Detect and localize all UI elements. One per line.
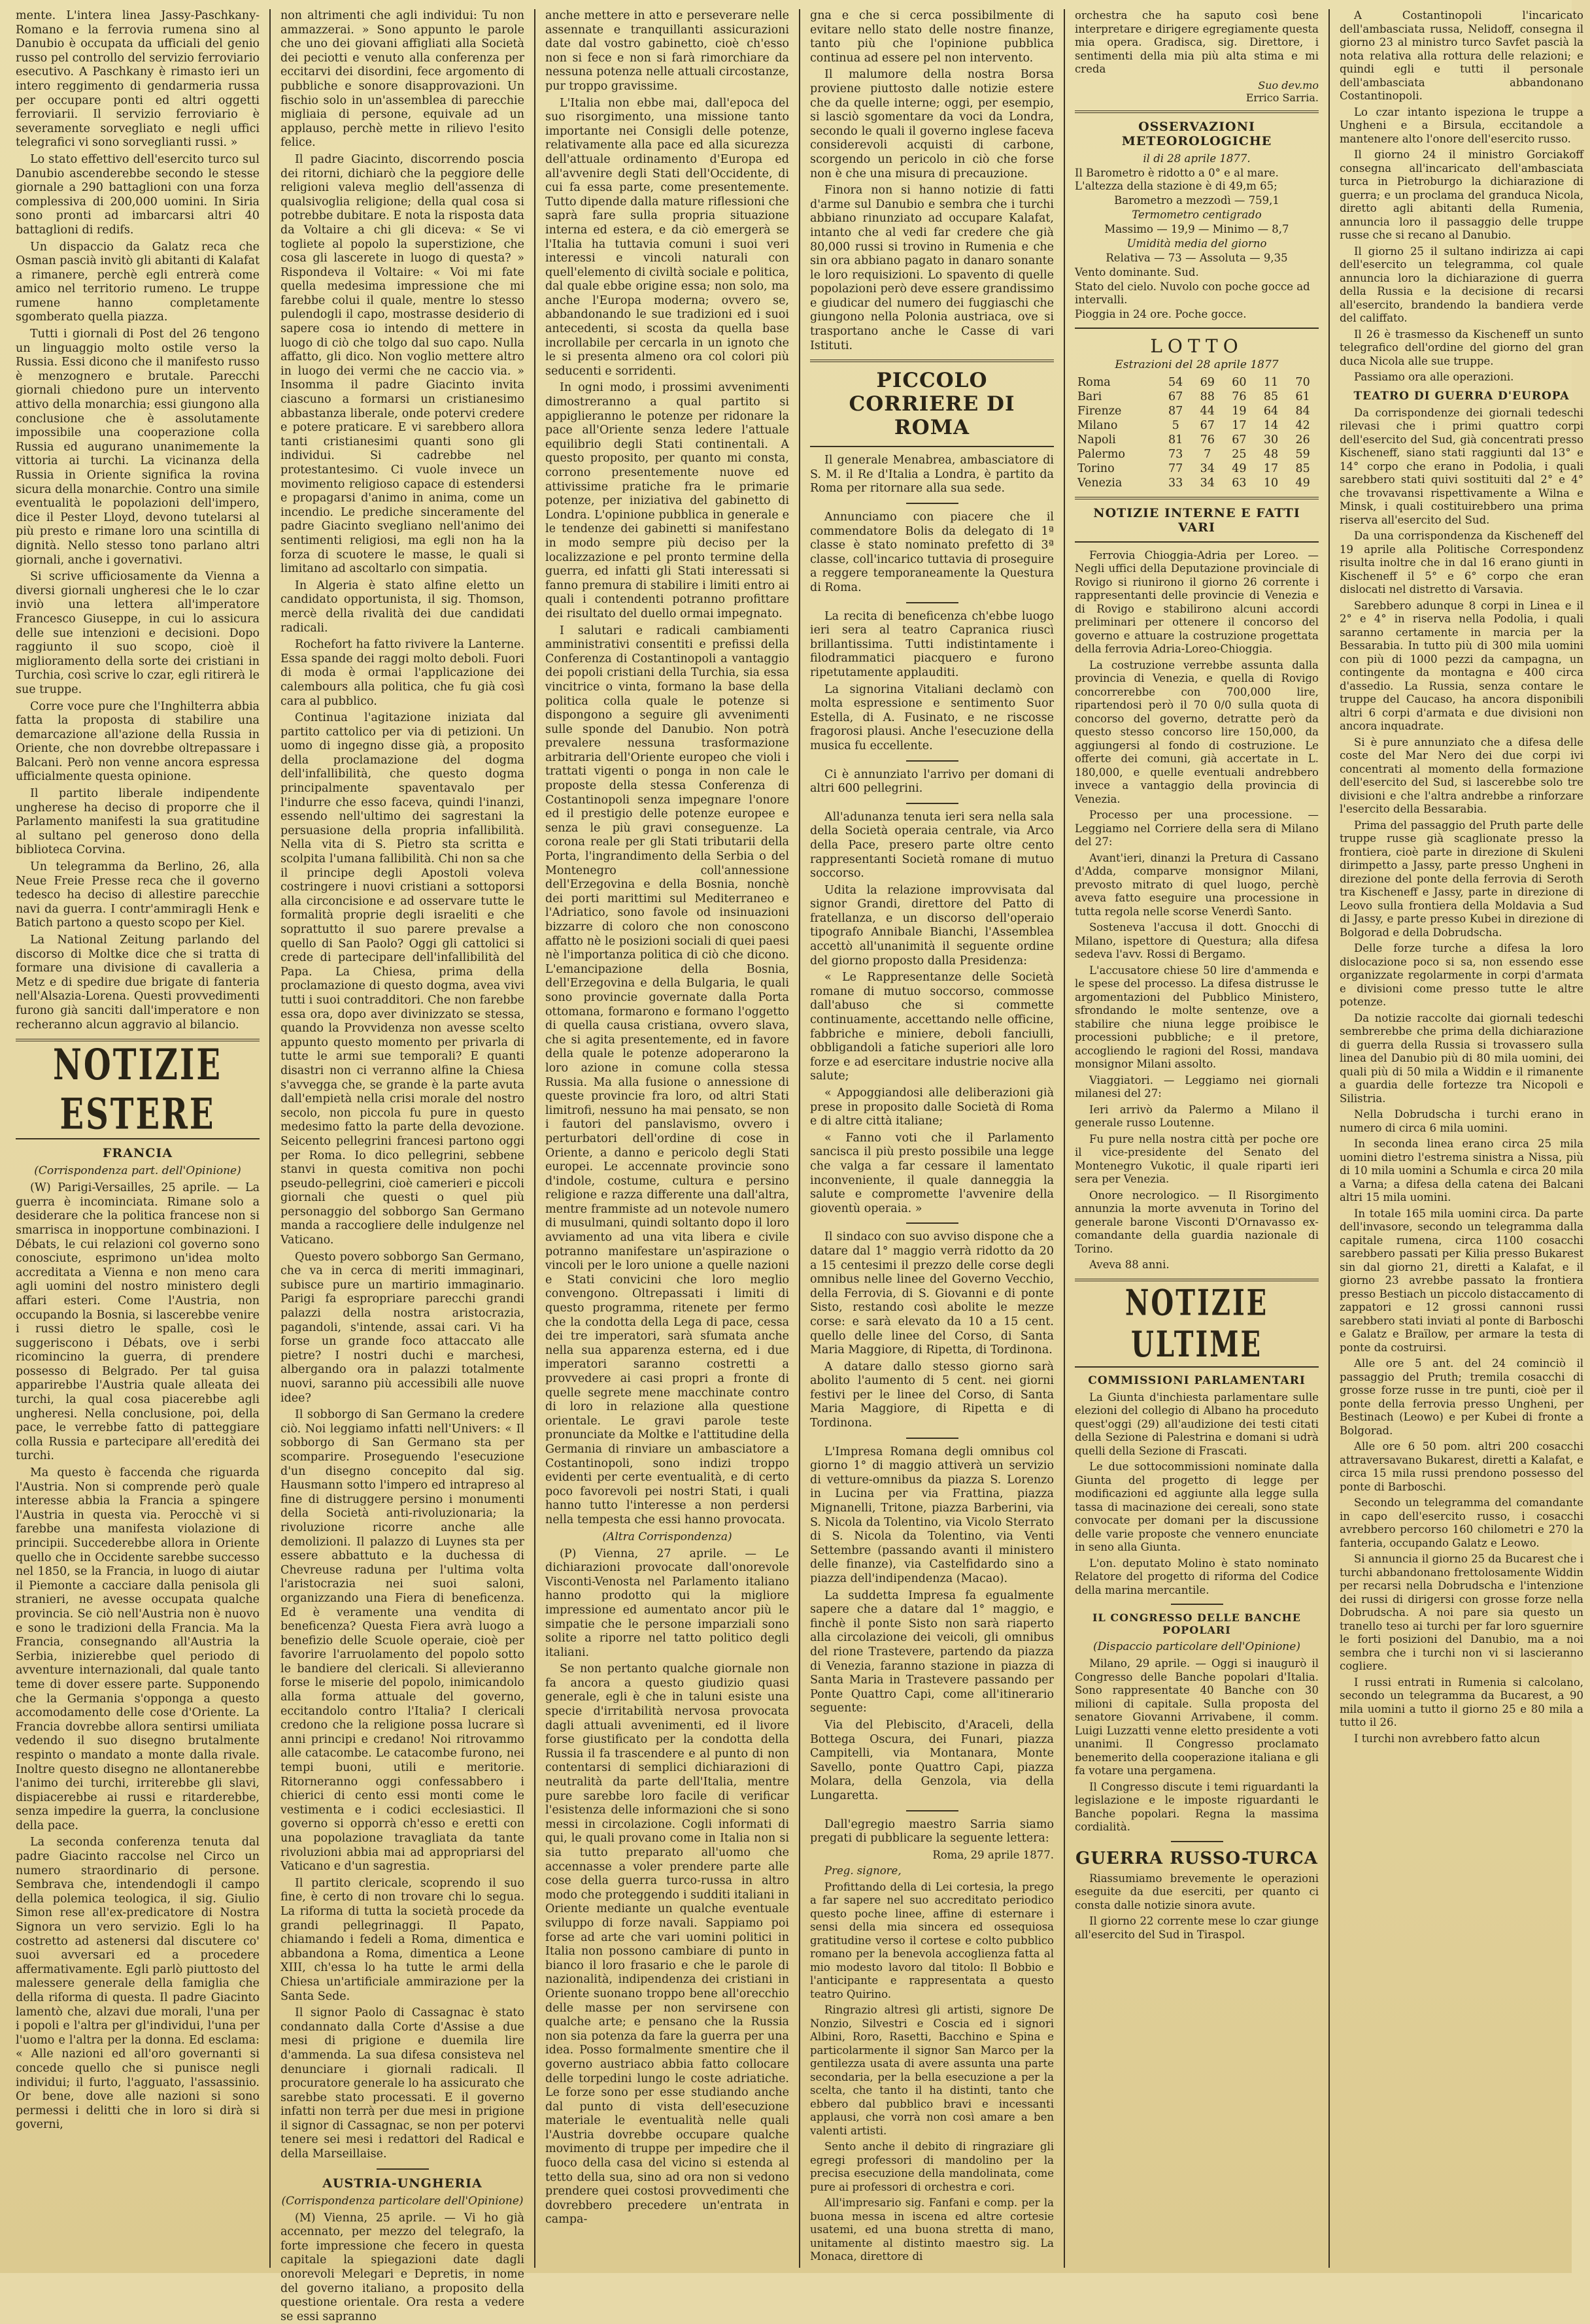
lotto-number: 17 (1263, 462, 1279, 475)
paragraph: Ieri arrivò da Palermo a Milano il generale russo Loutenne. (1075, 1103, 1319, 1129)
letter-salutation: Preg. signore, (824, 1864, 902, 1878)
lotto-number: 76 (1200, 433, 1215, 446)
subsection-byline: (Corrispondenza part. dell'Opinione) (34, 1164, 241, 1178)
divider (1075, 328, 1319, 329)
lotto-number: 19 (1232, 404, 1247, 418)
lotto-number: 7 (1204, 447, 1211, 461)
column-6 (1333, 9, 1590, 2268)
subsection-heading-francia: FRANCIA (102, 1146, 173, 1161)
paragraph: Il giorno 22 corrente mese lo czar giunge all'esercito del Sud in Tiraspol. (1075, 1915, 1319, 1941)
lotto-number: 85 (1295, 462, 1310, 475)
paragraph: L'accusatore chiese 50 lire d'ammenda e le spese del processo. La difesa distrusse le argomentazioni del Pubblico Ministero, sfrondando le molte sentenze, ove a stabilire che niuna legge proibisce le processioni pubbliche; e il pretore, accogliendo le ragioni del Rossi, mandava monsignor Milani assolto. (1075, 964, 1319, 1070)
lotto-number: 84 (1295, 404, 1310, 418)
paragraph: La signorina Vitaliani declamò con molta espressione e sentimento Suor Estella, di A. Fusinato, e ne riscosse fragorosi plausi. Anche l'esecuzione della musica fu eccellente. (810, 682, 1054, 752)
subsection-byline: (Altra Corrispondenza) (602, 1530, 732, 1543)
divider (906, 503, 958, 504)
paragraph: Il sobborgo di San Germano la credere ciò. Noi leggiamo infatti nell'Univers: « Il sobborgo di San Germano sta per scomparire. Proseguendo l'esecuzione d'un disegno concepito dal sig. Hausmann sotto l'impero ed intrapreso al fine di distruggere persino i monumenti della Società anti-rivoluzionaria; la rivoluzione ricorre anche alle demolizioni. Il palazzo di Luynes sta per essere abbattuto e la duchessa di Chevreuse raduna per l'ultima volta l'aristocrazia nei suoi saloni, organizzando una Fiera di beneficenza. Ed è veramente una vendita di beneficenza? Questa Fiera avrà luogo a benefizio delle Scuole operaie, cioè per favorire l'arruolamento del popolo sotto le bandiere del clericali. Si allevieranno forse le miserie del popolo, inimicandolo alla forma attuale del governo, eccitandolo contro l'Italia? I clericali credono che la religione possa lucrare sì anni principi e credano! Noi ritrovammo alle catacombe. Le catacombe furono, nei tempi buoni, utili e meritorie. Ritorneranno oggi confessabbero i chierici di cento essi monti come le vestimenta e i codici ecclesiastici. Il governo si opporrà ch'esso e eretti con una popolazione travagliata da tante rivoluzioni abbia mai ad appropriarsi del Vaticano e d'un sagrestia. (280, 1408, 524, 1874)
lotto-number: 49 (1295, 476, 1310, 490)
paragraph: In Algeria è stato alfine eletto un candidato opportunista, il sig. Thomson, mercè della rivalità dei due candidati radicali. (280, 579, 524, 635)
lotto-city: Napoli (1077, 433, 1116, 446)
paragraph: Passiamo ora alle operazioni. (1354, 371, 1514, 383)
paragraph: Sosteneva l'accusa il dott. Gnocchi di Milano, ispettore di Questura; alla difesa sedeva l'avv. Rossi di Bergamo. (1075, 921, 1319, 960)
paragraph: anche mettere in atto e perseverare nelle assennate e tranquillanti assicurazioni date dal vostro gabinetto, cioè ch'esso non si fece e non si farà rimorchiare da nessuna potenza nelle attuali circostanze, pur troppo gravissime. (545, 9, 789, 93)
lotto-number: 25 (1232, 447, 1247, 461)
paragraph: L'on. deputato Molino è stato nominato Relatore del progetto di riforma del Codice della marina mercantile. (1075, 1557, 1319, 1596)
paragraph: Il sindaco con suo avviso dispone che a datare dal 1° maggio verrà ridotto da 20 a 15 centesimi il prezzo delle corse degli omnibus nelle linee del Governo Vecchio, della Ferrovia, di S. Giovanni e di ponte Sisto, restando così abolite le mezze corse: e sarà elevato da 10 a 15 cent. quello delle linee del Corso, di Santa Maria Maggiore, di Ripetta, di Tordinona. (810, 1230, 1054, 1357)
divider (810, 446, 1054, 447)
paragraph: Onore necrologico. — Il Risorgimento annunzia la morte avvenuta in Torino del generale barone Visconti D'Ornavasso ex-comandante della guardia nazionale di Torino. (1075, 1188, 1319, 1255)
paragraph: La Giunta d'inchiesta parlamentare sulle elezioni del collegio di Albano ha proceduto quest'oggi (29) all'audizione dei testi citati della Sezione di Palestrina e domani si udrà quelli della Sezione di Frascati. (1075, 1390, 1319, 1457)
paragraph: Avant'ieri, dinanzi la Pretura di Cassano d'Adda, comparve monsignor Milani, prevosto mitrato di quel luogo, perchè aveva fatto eseguire una processione in tutta regola nelle scorse Venerdì Santo. (1075, 851, 1319, 918)
paragraph: All'impresario sig. Fanfani e comp. per la buona messa in iscena ed altre cortesie usatemi, ed una buona stretta di mano, unitamente al distinto maestro sig. La Monaca, direttore di (810, 2197, 1054, 2263)
meteo-line: Stato del cielo. Nuvolo con poche gocce ad intervalli. (1075, 280, 1310, 306)
divider (906, 602, 958, 603)
lotto-number: 49 (1232, 462, 1247, 475)
divider (377, 2168, 429, 2170)
paragraph: La National Zeitung parlando del discorso di Moltke dice che si tratta di formare una divisione di cavalleria a Metz e di spedire due brigate di fanteria nell'Alsazia-Lorena. Questi provvedimenti furono già sanciti dall'imperatore e non recheranno alcun aggravio al bilancio. (16, 934, 260, 1032)
lotto-number: 17 (1232, 418, 1247, 432)
meteo-line: Relativa — 73 — Assoluta — 9,35 (1106, 251, 1288, 264)
lotto-heading: LOTTO (1150, 335, 1243, 357)
lotto-row (1075, 418, 1319, 433)
paragraph: « Appoggiandosi alle deliberazioni già prese in proposito dalle Società di Roma e di altre città italiane; (810, 1086, 1054, 1128)
lotto-city: Venezia (1077, 476, 1123, 490)
lotto-number: 61 (1295, 390, 1310, 403)
section-heading-notizie-ultime: NOTIZIE ULTIME (1125, 1282, 1269, 1365)
paragraph: non altrimenti che agli individui: Tu non ammazzerai. » Sono appunto le parole che uno dei giovani affigliati alla Società dei peciotti e venuto alla conferenza per eccitarvi dei disordini, fece argomento di pubbliche e sonore disapprovazioni. Un fischio solo in un'assemblea di parecchie migliaia di persone, equivale ad un applauso, perchè mette in rilievo l'esito felice. (280, 9, 524, 150)
lotto-number: 54 (1168, 375, 1183, 389)
paragraph: Finora non si hanno notizie di fatti d'arme sul Danubio e sembra che i turchi abbiano rinunziato ad occupare Kalafat, intanto che al vedi far credere che già 80,000 russi si trovino in Rumenia e che sin ora abbiano pagato in danaro sonante le loro requisizioni. Lo spavento di quelle popolazioni però deve essere grandissimo e giudicar del numero dei fuggiaschi che giungono nella Polonia austriaca, ove si trasportano anche le Casse di vari Istituti. (810, 184, 1054, 352)
paragraph: In seconda linea erano circa 25 mila uomini dietro l'estrema sinistra a Nissa, più di 10 mila uomini a Schumla e circa 20 mila a Varna; a difesa della catena dei Balcani altri 15 mila uomini. (1340, 1137, 1583, 1204)
paragraph: Lo stato effettivo dell'esercito turco sul Danubio ascenderebbe secondo le stesse giornale a 290 battaglioni con una forza complessiva di 200,000 uomini. In Siria sono pronti ad imbarcarsi altri 40 battaglioni di redifs. (16, 152, 260, 237)
paragraph: La suddetta Impresa fa egualmente sapere che a datare dal 1° maggio, e finchè il ponte Sisto non sarà riaperto alla circolazione dei veicoli, gli omnibus del rione Trastevere, partendo da piazza di Venezia, faranno stazione in piazza di Santa Maria in Trastevere passando per Ponte Quattro Capi, come all'itinerario seguente: (810, 1589, 1054, 1715)
paragraph: Da una corrispondenza da Kischeneff del 19 aprile alla Politische Correspondenz risulta inoltre che in dal 16 erano giunti in Kischeneff il 5° e 6° corpo che eran dislocati nel distretto di Varsavia. (1340, 530, 1583, 596)
divider (906, 1810, 958, 1811)
lotto-number: 11 (1263, 375, 1279, 389)
paragraph: Corre voce pure che l'Inghilterra abbia fatta la proposta di stabilire una demarcazione all'azione della Russia in Oriente, che non dovrebbe oltrepassare i Balcani. Però non venne ancora espressa ufficialmente questa opinione. (16, 699, 260, 784)
lotto-number: 34 (1200, 476, 1215, 490)
paragraph: I salutari e radicali cambiamenti amministrativi consentiti e prefissi della Conferenza di Costantinopoli a vantaggio dei popoli cristiani della Turchia, sia essa vincitrice o vinta, formano la base della politica colla quale le potenze si dispongono a seguire gli avvenimenti sulle sponde del Danubio. Non potrà prevalere nessuna trasformazione arbitraria dell'Oriente europeo che violi i trattati vigenti o ponga in non cale le proposte della stessa Conferenza di Costantinopoli senza impegnare l'onore ed il prestigio delle potenze europee e senza le più gravi conseguenze. La corona reale per gli Stati tributarii della Porta, l'ingrandimento della Serbia o del Montenegro coll'annessione dell'Erzegovina e della Bosnia, nonchè dei porti marittimi sul Mediterraneo e l'Adriatico, sono favole od insinuazioni bizzarre di coloro che non conoscono affatto nè le posizioni sociali di quei paesi nè l'importanza politica di ciò che dicono. L'emancipazione della Bosnia, dell'Erzegovina e della Bulgaria, le quali sono provincie governate dalla Porta ottomana, formarono e formano l'oggetto di quella causa cristiana, ovvero slava, che si agita presentemente, ed in favore della quale le potenze adoperarono la loro azione in comune colla stessa Russia. Ma alla fusione o annessione di queste provincie fra loro, od altri Stati limitrofi, nessuno ha mai pensato, se non i fautori del panslavismo, ovvero i perturbatori dell'ordine di cose in Oriente, a danno e pericolo degli Stati europei. Le accennate provincie sono d'indole, costume, cultura e persino religione e razza differente una dall'altra, mentre frammiste ad un notevole numero di musulmani, quindi soltanto dopo il loro avviamento ad una vita libera e civile potranno manifestare un'aspirazione o vincoli per le loro unione a quelle nazioni e Stati convicini che loro meglio convengono. Oltrepassati i limiti di questo programma, ritenete per fermo che la condotta della Lega di pace, cessa dei tre imperatori, sarà sfumata anche nella sua apparenza esterna, ed i due imperatori saranno costretti a provvedere ai casi propri a fronte di quelle segrete mene macchinate contro di loro in relazione alla questione orientale. Le gravi parole teste pronunciate da Moltke e l'attitudine della Germania di rinviare un ambasciatore a Costantinopoli, sono indizi troppo evidenti per certe eventualità, e di certo poco favorevoli pei nostri Stati, i quali hanno tutto l'interesse a non perdersi nella tempesta che essi hanno provocata. (545, 624, 789, 1526)
divider (906, 760, 958, 762)
lotto-number: 70 (1295, 375, 1310, 389)
paragraph: Via del Plebiscito, d'Araceli, della Bottega Oscura, dei Funari, piazza Campitelli, via Montanara, Monte Savello, ponte Quattro Capi, piazza Molara, della Genzola, via della Lungaretta. (810, 1718, 1054, 1802)
paragraph: Profittando della di Lei cortesia, la prego a far sapere nel suo accreditato periodico questo poche linee, affine di esternare i sensi della mia sincera ed ossequiosa gratitudine verso il cortese e colto pubblico romano per la benevola accoglienza fatta al mio modesto lavoro dal titolo: Il Bobbio e l'anticipante e rappresentata a questo teatro Quirino. (810, 1880, 1054, 2000)
divider (1075, 497, 1319, 499)
divider (906, 1438, 958, 1439)
paragraph: Annunciamo con piacere che il commendatore Bolis da delegato di 1ª classe è stato nominato prefetto di 3ª classe, coll'incarico tuttavia di proseguire a reggere temporaneamente la Questura di Roma. (810, 511, 1054, 594)
divider (1171, 1841, 1223, 1842)
section-heading-notizie-interne: NOTIZIE INTERNE E FATTI VARI (1093, 505, 1300, 535)
paragraph: Questo povero sobborgo San Germano, che va in cerca di meriti immaginari, subisce pure un martirio immaginario. Parigi fa espropriare parecchi grandi palazzi della nostra aristocrazia, pagandoli, s'intende, assai cari. Vi ha forse un grande foco attaccato alle pietre? I nostri duchi e marchesi, albergando ora in palazzi totalmente nuovi, saranno più accessibili alle nuove idee? (280, 1250, 524, 1405)
paragraph: L'Italia non ebbe mai, dall'epoca del suo risorgimento, una missione tanto importante nei Consigli delle potenze, relativamente alla pace ed alla sicurezza dell'attuale ordinamento d'Europa ed all'avvenire degli Stati dell'Occidente, di cui fa essa parte, come presentemente. Tutto dipende dalla mature riflessioni che saprà fare sulla propria situazione interna ed estera, e da ciò emergerà se l'Italia ha tuttavia comuni i suoi veri interessi e vincoli naturali con quell'elemento di civiltà sociale e politica, dal quale ebbe origine essa; non solo, ma anche l'Europa moderna; ovvero se, abbandonando le sue tradizioni ed i suoi antecedenti, si scosta da quella base incrollabile per cercarla in un ignoto che le si presenta almeno ora col colori più seducenti e sorridenti. (545, 96, 789, 378)
paragraph: « Le Rappresentanze delle Società romane di mutuo soccorso, commosse dall'abuso che si commette continuamente, accettando nelle officine, fabbriche e miniere, deboli fanciulli, obbligandoli a fatiche superiori alle loro forze e ad esercitare industrie nocive alla salute; (810, 971, 1054, 1083)
lotto-number: 67 (1200, 418, 1215, 432)
paragraph: Dall'egregio maestro Sarria siamo pregati di pubblicare la seguente lettera: (810, 1817, 1054, 1845)
subsection-heading-teatro: TEATRO DI GUERRA D'EUROPA (1353, 389, 1570, 403)
meteo-line: Il Barometro è ridotto a 0° e al mare. L'altezza della stazione è di 49,m 65; (1075, 166, 1279, 192)
lotto-subheading: Estrazioni del 28 aprile 1877 (1115, 358, 1279, 371)
signature-line: Suo dev.mo (1258, 78, 1319, 92)
lotto-number: 81 (1168, 433, 1183, 446)
paragraph: orchestra che ha saputo così bene interpretare e dirigere egregiamente questa mia opera. Gradisca, sig. Direttore, i sentimenti della mia più alta stima e mi creda (1075, 9, 1319, 75)
paragraph: Ferrovia Chioggia-Adria per Loreo. — Negli uffici della Deputazione provinciale di Rovigo si riunirono il giorno 26 corrente i rappresentanti delle provincie di Venezia e di Rovigo e stabilirono alcuni accordi preliminari per ottenere il concorso del governo e attuare la costruzione progettata della ferrovia Adria-Loreo-Chioggia. (1075, 548, 1319, 655)
meteo-date: il di 28 aprile 1877. (1143, 152, 1251, 165)
paragraph: Tutti i giornali di Post del 26 tengono un linguaggio molto ostile verso la Russia. Essi dicono che il manifesto russo è menzognero e brutale. Parecchi giornali chiedono pure un intervento attivo della monarchia; essi giungono alla conclusione che è assolutamente impossibile una cooperazione colla Russia ed augurano unanimemente la vittoria ai turchi. La vicinanza della Russia in Oriente significa la rovina sicura della monarchie. Contro una simile eventualità le popolazioni dell'impero, dice il Pester Lloyd, devono tutelarsi al più presto e rimane loro una scintilla di dignità. Nello stesso tono parlano altri giornali, anche i governativi. (16, 328, 260, 567)
lotto-city: Palermo (1077, 447, 1125, 461)
paragraph: Lo czar intanto ispeziona le truppe a Ungheni e a Birsula, eccitandole a mantenere alto l'onore dell'esercito russo. (1340, 105, 1583, 145)
lotto-row (1075, 447, 1319, 462)
paragraph: Delle forze turche a difesa la loro dislocazione poco si sa, non essendo esse organizzate regolarmente in corpi d'armata e divisioni come presso tutte le altre potenze. (1340, 942, 1583, 1008)
paragraph: (M) Vienna, 25 aprile. — Vi ho già accennato, per mezzo del telegrafo, la forte impressione che fecero in questa capitale la spiegazioni date dagli onorevoli Melegari e Depretis, in nome del governo italiano, a proposito della questione orientale. Ora resta a vedere se essi sapranno (280, 2211, 524, 2323)
paragraph: mente. L'intera linea Jassy-Paschkany-Romano e la ferrovia rumena sino al Danubio è occupata da ufficiali del genio russo pel controllo del servizio ferroviario esecutivo. A Paschkany è rimasto ieri un intero reggimento di gendarmeria russa per occupare ponti ed altri oggetti ferroviarii. Il servizio ferroviario è severamente sorvegliato e negli uffici telegrafici vi sono sorveglianti russi. » (16, 9, 260, 150)
subsection-heading-commissioni: COMMISSIONI PARLAMENTARI (1088, 1373, 1306, 1387)
meteo-line: Umidità media del giorno (1126, 237, 1267, 250)
paragraph: « Fanno voti che il Parlamento sancisca il più presto possibile una legge che valga a far cessare il lamentato inconveniente, il quale danneggia la salute e compromette l'avvenire della gioventù operaia. » (810, 1131, 1054, 1215)
paragraph: Milano, 29 aprile. — Oggi si inaugurò il Congresso delle Banche popolari d'Italia. Sono rappresentate 40 Banche con 30 milioni di capitale. Sulla proposta del senatore Giovanni Arrivabene, il comm. Luigi Luzzatti venne eletto presidente a voti unanimi. Il Congresso proclamato benemerito della cooperazione italiana e gli fa votare una pergamena. (1075, 1657, 1319, 1777)
lotto-number: 73 (1168, 447, 1183, 461)
meteo-line: Massimo — 19,9 — Minimo — 8,7 (1104, 222, 1289, 235)
meteo-line: Vento dominante. Sud. (1075, 265, 1199, 278)
paragraph: Udita la relazione improvvisata dal signor Grandi, direttore del Patto di fratellanza, e un discorso dell'operaio tipografo Annibale Bianchi, l'Assemblea accettò all'unanimità il seguente ordine del giorno proposto dalla Presidenza: (810, 883, 1054, 968)
divider (1075, 110, 1319, 113)
meteo-line: Pioggia in 24 ore. Poche gocce. (1075, 307, 1247, 320)
paragraph: Il partito clericale, scoprendo il suo fine, è certo di non trovare chi lo segua. La riforma di tutta la società procede da grandi pellegrinaggi. Il Papato, chiamando i fedeli a Roma, dimentica e abbandona a Roma, dimentica a Leone XIII, ch'essa lo ha tutte le armi della Chiesa un'artificiale ammirazione per la Santa Sede. (280, 1876, 524, 2003)
lotto-city: Torino (1077, 462, 1115, 475)
lotto-number: 69 (1200, 375, 1215, 389)
paragraph: Il malumore della nostra Borsa proviene piuttosto dalle notizie estere che da quelle interne; oggi, per esempio, si lasciò sgomentare da voci da Londra, secondo le quali il governo inglese faceva considerevoli acquisti di carbone, scorgendo un pericolo in ciò che forse non è che una misura di precauzione. (810, 68, 1054, 180)
letter-dateline: Roma, 29 aprile 1877. (932, 1848, 1054, 1861)
signature-name: Errico Sarria. (1245, 91, 1319, 104)
lotto-number: 48 (1263, 447, 1279, 461)
paragraph: Ci è annunziato l'arrivo per domani di altri 600 pellegrini. (810, 767, 1054, 796)
paragraph: Un dispaccio da Galatz reca che Osman pascià invitò gli abitanti di Kalafat a rimanere, perchè egli entrerà come amico nel territorio rumeno. Le truppe rumene hanno completamente sgomberato quella piazza. (16, 240, 260, 324)
paragraph: A Costantinopoli l'incaricato dell'ambasciata russa, Nelidoff, consegna il giorno 23 al ministro turco Savfet pascià la nota relativa alla rottura delle relazioni; e quindi egli e tutti il personale dell'ambasciata abbandonano Costantinopoli. (1340, 9, 1583, 102)
paragraph: Un telegramma da Berlino, 26, alla Neue Freie Presse reca che il governo tedesco ha deciso di allestire parecchie navi da guerra. I contr'ammiragli Henk e Batich partono a questo scopo per Kiel. (16, 860, 260, 930)
paragraph: Il giorno 25 il sultano indirizza ai capi dell'esercito un telegramma, col quale annuncia loro la dichiarazione di guerra della Russia e la decisione di recarsi all'esercito, brandendo la bandiera verde del califfato. (1340, 244, 1583, 324)
paragraph: Viaggiatori. — Leggiamo nei giornali milanesi del 27: (1075, 1073, 1319, 1100)
paragraph: Rochefort ha fatto rivivere la Lanterne. Essa spande dei raggi molto deboli. Fuori di moda è ormai l'applicazione dei calembours alla politica, che fu già così cara al pubblico. (280, 638, 524, 708)
paragraph: Aveva 88 anni. (1089, 1258, 1170, 1271)
section-heading-notizie-estere: NOTIZIE ESTERE (53, 1040, 222, 1139)
lotto-number: 85 (1263, 390, 1279, 403)
paragraph: Se non pertanto qualche giornale non fa ancora a questo giudizio quasi generale, egli è che in taluni esiste una specie d'irritabilità nervosa provocata dagli attuali avvenimenti, ed il livore forse giustificato per la condotta della Russia il fa trascendere e al punto di non contentarsi di semplici dichiarazioni di neutralità da parte dell'Italia, mentre pure sarebbe loro facile di verificar l'esistenza delle informazioni che si sono messi in circolazione. Cogli informati di qui, le quali provano come in Italia non si sia tutto preparato all'uomo che accennasse a voler prendere parte alle cose della guerra turco-russa in altro modo che proteggendo i sudditi italiani in Oriente mediante un qualche eventuale sviluppo di forze navali. Sappiamo poi forse ad arte che vari uomini politici in Italia non possono cambiare di punto in bianco il loro frasario e che le parole di nazionalità, indipendenza dei cristiani in Oriente suonano troppo bene all'orecchio delle masse per non servirsene con qualche arte; e pensano che la Russia non sia potenza da fare la guerra per una idea. Posso formalmente smentire che il governo austriaco abbia fatto collocare delle torpedini lungo le coste adriatiche. Le forze sono per esse studiando anche dal punto di vista dell'esecuzione materiale le eventualità nelle quali l'Austria dovrebbe occupare qualche movimento di truppe per impedire che il fuoco della casa del vicino si estenda al tetto della sua, sino ad ora non si vedono prendere quei costosi provvedimenti che dovrebbero precedere un'entrata in campa- (545, 1662, 789, 2227)
lotto-number: 67 (1168, 390, 1183, 403)
lotto-number: 59 (1295, 447, 1310, 461)
divider (906, 1222, 958, 1224)
paragraph: Alle ore 5 ant. del 24 cominciò il passaggio del Pruth; tremila cosacchi di grosse forze russe in tre punti, cioè per il ponte della ferrovia presso Ungheni, per Bestinach (Leowo) e per Kubei di fronte a Bolgorad. (1340, 1357, 1583, 1437)
lotto-row (1075, 404, 1319, 418)
paragraph: Prima del passaggio del Pruth parte delle truppe russe già scaglionate presso la frontiera, cioè parte in direzione di Skuleni dirimpetto a Jassy, parte presso Ungheni in direzione del ponte della ferrovia di Seroth tra Kischeneff e Jassy, parte in direzione di Leovo sulla frontiera della Moldavia a Sud di Jassy, e parte presso Kubei in direzione di Bolgorad e della Dobrudscha. (1340, 818, 1583, 939)
paragraph: La costruzione verrebbe assunta dalla provincia di Venezia, e quella di Rovigo concorrerebbe con 700,000 lire, ripartendosi però il 70 0/0 sulla quota di concorso del governo, detratte però da questo stesso concorso lire 150,000, da aggiungersi al fondo di costruzione. Le offerte dei comuni, già accertate in L. 180,000, e quelle eventuali andrebbero invece a vantaggio della provincia di Venezia. (1075, 658, 1319, 805)
lotto-number: 77 (1168, 462, 1183, 475)
paragraph: Si è pure annunziato che a difesa delle coste del Mar Nero dei due corpi ivi concentrati al momento della formazione dell'esercito del Sud, si lascerebbe solo tre divisioni e che l'altra andrebbe a rinforzare l'esercito della Bessarabia. (1340, 735, 1583, 815)
meteo-box (1075, 152, 1319, 321)
lotto-city: Bari (1077, 390, 1102, 403)
lotto-number: 67 (1232, 433, 1247, 446)
paragraph: I russi entrati in Rumenia si calcolano, secondo un telegramma da Bucarest, a 90 mila uomini a tutto il giorno 25 e 80 mila a tutto il 26. (1340, 1676, 1583, 1728)
lotto-row (1075, 476, 1319, 490)
lotto-number: 63 (1232, 476, 1247, 490)
paragraph: Fu pure nella nostra città per poche ore il vice-presidente del Senato del Montenegro Vukotic, il quale riparti ieri sera per Venezia. (1075, 1132, 1319, 1185)
paragraph: Nella Dobrudscha i turchi erano in numero di circa 6 mila uomini. (1340, 1108, 1583, 1134)
paragraph: Da corrispondenze dei giornali tedeschi rilevasi che i primi quattro corpi dell'esercito del Sud, già concentrati presso Kischeneff, siano stati raggiunti dal 13° e 14° corpo che erano in Podolia, i quali sarebbero stati quivi sostituiti dal 2° e 4° che trovavansi rispettivamente a Wilna e Minsk, i quali costituirebbero una prima riserva all'esercito del Sud. (1340, 406, 1583, 526)
subsection-heading-austria: AUSTRIA-UNGHERIA (322, 2176, 482, 2191)
lotto-row (1075, 433, 1319, 447)
paragraph: Il Congresso discute i temi riguardanti la legislazione e le imposte riguardanti le Banche popolari. Regna la massima cordialità. (1075, 1780, 1319, 1833)
lotto-number: 33 (1168, 476, 1183, 490)
subsection-byline: (Dispaccio particolare dell'Opinione) (1093, 1640, 1300, 1653)
lotto-number: 26 (1295, 433, 1310, 446)
subsection-byline: (Corrispondenza particolare dell'Opinione) (281, 2194, 524, 2208)
lotto-number: 76 (1232, 390, 1247, 403)
paragraph: Da notizie raccolte dai giornali tedeschi sembrerebbe che prima della dichiarazione di guerra della Russia si trovassero sulla linea del Danubio più di 80 mila uomini, dei quali più di 50 mila a Widdin e il rimanente a guardia delle fortezze tra Nicopoli e Silistria. (1340, 1011, 1583, 1105)
lotto-number: 88 (1200, 390, 1215, 403)
paragraph: Continua l'agitazione iniziata dal partito cattolico per via di petizioni. Un uomo di ingegno disse già, a proposito della proclamazione del dogma dell'infallibilità, che questo dogma principalmente spaventavalo per l'indurre che esso faceva, quindi l'inanzi, essendo nell'ultimo dei sagrestani la persuasione della propria infallibilità. Nella vita di S. Pietro sta scritta e scolpita l'umana fallibilità. Chi non sa che il principe degli Apostoli voleva costringere i nuovi cristiani a sottoporsi alla circoncisione e ad osservare tutte le formalità proprie degli israeliti e che soprattutto il suo parere prevalse a quello di San Paolo? Oggi gli cattolici si crede di partecipare dell'infallibilità del Papa. La Chiesa, prima della proclamazione di questo dogma, avea vivi tutti i suoi contradditori. Che non farebbe essa ora, dopo aver divinizzato se stessa, quando la Provvidenza non avesse scelto appunto questo momento per privarla di tutte le armi sue temporali? E quanti disastri non ci verranno alfine la Chiesa s'avvegga che, se grande è la parte avuta dall'empietà nella crisi morale del nostro secolo, non piccola fu pure in questo medesimo fatto la parte della devozione. Seicento pellegrini francesi partono oggi per Roma. Io dico pellegrini, sebbene stanvi in questa comitiva non pochi pseudo-pellegrini, cioè camerieri e piccoli giornali che questi o quel più personaggio del sobborgo San Germano manda a raccogliere delle indulgenze nel Vaticano. (280, 711, 524, 1247)
lotto-number: 30 (1263, 433, 1279, 446)
lotto-number: 10 (1263, 476, 1279, 490)
paragraph: Si annuncia il giorno 25 da Bucarest che i turchi abbandonano frettolosamente Widdin per recarsi nella Dobrudscha e l'intenzione dei russi di dirigersi con grosse forze nella Dobrudscha. A noi pare sia questo un tranello teso ai turchi per far loro sguernire le forti posizioni del Danubio, ma a noi sembra che i turchi non vi si lascieranno cogliere. (1340, 1553, 1583, 1672)
divider (906, 803, 958, 804)
lotto-row (1075, 375, 1319, 390)
column-4 (803, 9, 1060, 2268)
paragraph: Le due sottocommissioni nominate dalla Giunta del progetto di legge per modificazioni ed aggiunte alla legge sulla tassa di macinazione dei cereali, sono state convocate per domani per la discussione delle varie proposte che vennero enunciate in seno alla Giunta. (1075, 1460, 1319, 1553)
paragraph: La recita di beneficenza ch'ebbe luogo ieri sera al teatro Capranica riuscì brillantissima. Tutti indistintamente i filodrammatici piacquero e furono ripetutamente applauditi. (810, 609, 1054, 679)
lotto-row (1075, 462, 1319, 476)
lotto-number: 42 (1295, 418, 1310, 432)
divider (810, 360, 1054, 362)
lotto-table (1075, 375, 1319, 490)
paragraph: Il generale Menabrea, ambasciatore di S. M. il Re d'Italia a Londra, è partito da Roma per ritornare alla sua sede. (810, 454, 1054, 496)
subsection-heading-congresso: IL CONGRESSO DELLE BANCHE POPOLARI (1092, 1611, 1301, 1636)
paragraph: In totale 165 mila uomini circa. Da parte dell'invasore, secondo un telegramma dalla capitale rumena, circa 1100 cosacchi sarebbero passati per Kilia presso Bukarest sin dal giorno 21, diretti a Kalafat, e il giorno 23 avrebbe passato la frontiera presso Bestiach un piccolo distaccamento di zappatori e 12 grossi cannoni russi sarebbero stati inviati al ponte di Barboschi e Galatz e Braïlow, per armare la testa di ponte da costruirsi. (1340, 1207, 1583, 1354)
column-3 (539, 9, 796, 2268)
meteo-heading: OSSERVAZIONI METEOROLOGICHE (1121, 119, 1272, 148)
paragraph: (P) Vienna, 27 aprile. — Le dichiarazioni provocate dall'onorevole Visconti-Venosta nel Parlamento italiano hanno prodotto qui la migliore impressione ed aumentato ancor più le simpatie che le persone imparziali sono solite a riporre nel tatto politico degli italiani. (545, 1547, 789, 1659)
section-heading-guerra: GUERRA RUSSO-TURCA (1075, 1848, 1318, 1868)
paragraph: gna e che si cerca possibilmente di evitare nello stato delle nostre finanze, tanto più che l'opinione pubblica continua ad essere pel non intervento. (810, 9, 1054, 65)
paragraph: Riassumiamo brevemente le operazioni eseguite da due eserciti, per quanto ci consta dalle notizie sinora avute. (1075, 1872, 1319, 1911)
lotto-row (1075, 390, 1319, 404)
lotto-number: 14 (1263, 418, 1279, 432)
lotto-city: Roma (1077, 375, 1111, 389)
lotto-number: 60 (1232, 375, 1247, 389)
lotto-number: 34 (1200, 462, 1215, 475)
paragraph: La seconda conferenza tenuta dal padre Giacinto raccolse nel Circo un numero straordinario di persone. Sembrava che, intendendogli il campo della polemica teologica, il sig. Giulio Simon rese all'ex-predicatore di Nostra Signora un vero servizio. Egli lo ha costretto ad astenersi dal discutere co' suoi avversari ed a procedere affermativamente. Egli parlò piuttosto del malessere generale della famiglia che della riforma di questa. Il padre Giacinto lamentò che, alzavi due morali, l'una per i popoli e l'altra per gl'individui, l'una per l'uomo e l'altra per la donna. Ed esclama: « Alle nazioni ed all'oro governanti si concede quello che si punisce negli individui; il furto, l'agguato, l'assassinio. Or bene, dove alle nazioni si sono permessi i delitti che in loro si dirà si governi, (16, 1836, 260, 2132)
paragraph: Il 26 è trasmesso da Kischeneff un sunto telegrafico dell'ordine del giorno del gran duca Nicola alle sue truppe. (1340, 328, 1583, 367)
paragraph: Si scrive ufficiosamente da Vienna a diversi giornali ungheresi che le lo czar inviò una lettera all'imperatore Francesco Giuseppe, in cui lo assicura delle sue intenzioni e decisioni. Dopo raggiunto il suo scopo, cioè il miglioramento della sorte dei cristiani in Turchia, così scrive lo czar, egli ritirerà le sue truppe. (16, 570, 260, 696)
paragraph: Ma questo è faccenda che riguarda l'Austria. Non si comprende però quale interesse abbia la Francia a spingere l'Austria in questa via. Perocchè vi si farebbe una manifesta violazione di principii. Succederebbe allora in Oriente quello che in Occidente sarebbe successo nel 1850, se la Francia, in luogo di aiutar il Piemonte a cacciare dalla penisola gli stranieri, ne avesse occupata qualche provincia. Se ciò nell'Austria non è nuovo e sono le tradizioni della Francia. Ma la Francia, consegnando all'Austria la Serbia, inizierebbe quel periodo di avventure internazionali, dal quale tanto teme di dover essere parte. Supponendo che la Germania s'opponga a questo accomodamento delle cose d'Oriente. La Francia dovrebbe allora sentirsi umiliata vedendo il suo disegno brutalmente respinto o mandato a monte dalla rivale. Inoltre questo disegno ne allontanerebbe l'animo dei turchi, irriterebbe gli slavi, dispiacerebbe ai russi e ritarderebbe, senza impedire la guerra, la conclusione della pace. (16, 1466, 260, 1832)
lotto-city: Firenze (1077, 404, 1122, 418)
lotto-number: 87 (1168, 404, 1183, 418)
column-5 (1068, 9, 1325, 2268)
lotto-number: 64 (1263, 404, 1279, 418)
paragraph: Sarebbero adunque 8 corpi in Linea e il 2° e 4° in riserva nella Podolia, i quali saranno certamente in marcia per la Bessarabia. In tutto più di 300 mila uomini con più di 1000 pezzi da campagna, un contingente da montagna e 400 circa d'assedio. La Russia, senza contare le truppe del Caucaso, ha ancora disponibili altri 6 corpi d'armata e due divisioni non ancora inquadrate. (1340, 599, 1583, 732)
paragraph: Il giorno 24 il ministro Gorciakoff consegna all'incaricato dell'ambasciata turca in Pietroburgo la dichiarazione di guerra; e un proclama del granduca Nicola, diretto agli abitanti della Rumenia, annuncia loro il passaggio delle truppe russe che si recano al Danubio. (1340, 148, 1583, 241)
column-2 (274, 9, 531, 2323)
paragraph: Ringrazio altresì gli artisti, signore De Nonzio, Silvestri e Coscia ed i signori Albini, Roro, Rasetti, Bacchino e Spina e particolarmente il signor San Marco per la gentilezza usata di avere assunta una parte secondaria, per la bella esecuzione a per la scelta, che tanto il ha distinti, tanto che ebbero dal pubblico bravi e incessanti applausi, che vorrà non così amare a ben valenti artisti. (810, 2004, 1054, 2137)
paragraph: Processo per una processione. — Leggiamo nel Corriere della sera di Milano del 27: (1075, 809, 1319, 848)
paragraph: I turchi non avrebbero fatto alcun (1354, 1732, 1540, 1745)
lotto-number: 44 (1200, 404, 1215, 418)
lotto-number: 5 (1172, 418, 1179, 432)
paragraph: Alle ore 6 50 pom. altri 200 cosacchi attraversavano Bukarest, diretti a Kalafat, e circa 15 mila russi prendono possesso del ponte di Barboschi. (1340, 1440, 1583, 1493)
lotto-city: Milano (1077, 418, 1118, 432)
section-heading-corriere-roma: PICCOLO CORRIERE DI ROMA (849, 369, 1015, 440)
paragraph: Il signor Paolo di Cassagnac è stato condannato dalla Corte d'Assise a due mesi di prigione e duemila lire d'ammenda. La sua difesa consisteva nel denunciare i giornali radicali. Il procuratore generale lo ha assicurato che sarebbe stato processati. E il governo infatti non terrà per due mesi in prigione il signor di Cassagnac, se non per potervi tenere sei mesi i redattori del Radical e della Marseillaise. (280, 2006, 524, 2161)
paragraph: In ogni modo, i prossimi avvenimenti dimostreranno a qual partito si appiglieranno le potenze per ridonare la pace all'Oriente senza ledere l'attuale equilibrio degli Stati continentali. A questo proposito, per quanto mi consta, corrono presentemente nuove ed attivissime pratiche fra le primarie potenze, per iniziativa del gabinetto di Londra. L'opinione pubblica in generale e le tendenze dei gabinetti si manifestano in modo sempre più deciso per la localizzazione e pel pronto termine della guerra, ed infatti gli Stati interessati si fanno premura di stabilire i limiti entro ai quali i contendenti potranno profittare dei risultato del duello ormai impegnato. (545, 381, 789, 620)
meteo-line: Barometro a mezzodì — 759,1 (1114, 194, 1279, 207)
paragraph: L'Impresa Romana degli omnibus col giorno 1° di maggio attiverà un servizio di vetture-omnibus da piazza S. Lorenzo in Lucina per via Frattina, piazza Mignanelli, Tritone, piazza Barberini, via S. Nicola da Tolentino, via Vicolo Sterrato di S. Nicola da Tolentino, via Venti Settembre (passando avanti il ministero delle finanze), via Castelfidardo sino a piazza dell'indipendenza (Macao). (810, 1445, 1054, 1585)
paragraph: Secondo un telegramma del comandante in capo dell'esercito russo, i cosacchi avrebbero percorso 160 chilometri e 270 la fanteria, occupando Galatz e Leowo. (1340, 1496, 1583, 1549)
paragraph: All'adunanza tenuta ieri sera nella sala della Società operaia centrale, via Arco della Pace, presero parte oltre cento rappresentanti Società romane di mutuo soccorso. (810, 810, 1054, 881)
column-1 (9, 9, 266, 2268)
meteo-line: Termometro centigrado (1132, 208, 1262, 221)
paragraph: Sento anche il debito di ringraziare gli egregi professori di mandolino per la precisa esecuzione della mandolinata, come pure ai professori di orchestra e cori. (810, 2140, 1054, 2193)
paragraph: (W) Parigi-Versailles, 25 aprile. — La guerra è incominciata. Rimane solo a desiderare che la politica francese non si smarrisca in inopportune combinazioni. I Débats, le cui relazioni col governo sono conosciute, esprimono un'idea molto accreditata a Vienna e non meno cara agli uomini del nostro ministero degli affari esteri. Come l'Austria, non occupando la Bosnia, si lascerebbe venire i russi dietro le spalle, così le suggeriscono i Débats, ove i serbi ricomincino la guerra, di prendere possesso di Belgrado. Per tal guisa apparirebbe l'Austria quale alleata dei turchi, la qual cosa piacerebbe agli ungheresi. Nella conclusione, poi, della pace, le verrebbe fatto di patteggiare colla Russia e partecipare all'eredità dei turchi. (16, 1181, 260, 1463)
paragraph: Il partito liberale indipendente ungherese ha deciso di proporre che il Parlamento manifesti la sua gratitudine al sultano pel generoso dono della biblioteca Corvina. (16, 787, 260, 857)
divider (1075, 541, 1319, 543)
paragraph: Il padre Giacinto, discorrendo poscia dei ritorni, dichiarò che la peggiore delle religioni valeva meglio dell'assenza di qualsivoglia religione; della qual cosa si potrebbe dubitare. E nota la risposta data da Voltaire a chi gli diceva: « Se vi togliete al popolo la superstizione, che cosa gli lascerete in luogo di questa? » Rispondeva il Voltaire: « Voi mi fate quella medesima impressione che mi farebbe colui il quale, mentre lo stesso pulendogli il capo, mostrasse desiderio di sapere cosa io intendo di mettere in luogo di ciò che tolgo dal suo capo. Nulla affatto, gli dico. Non voglio mettere altro in luogo dei vermi che ne caccio via. » Insomma il padre Giacinto invita ciascuno a formarsi un cristianesimo abbastanza liberale, onde potervi credere e potere praticare. E vi sarebbero allora tanti cristianesimi quanti sono gli individui. Si cadrebbe nel protestantesimo. Ci vuole invece un movimento religioso capace di estendersi e propagarsi d'animo in anima, come un incendio. Le prediche sinceramente del padre Giacinto svegliano nell'animo dei sentimenti religiosi, ma egli non ha la forza di scuotere le masse, le quali si limitano ad ascoltarlo con simpatia. (280, 152, 524, 576)
paragraph: A datare dallo stesso giorno sarà abolito l'aumento di 5 cent. nei giorni festivi per le linee del Corso, di Santa Maria Maggiore, di Ripetta e di Tordinona. (810, 1360, 1054, 1430)
divider (1171, 1604, 1223, 1605)
